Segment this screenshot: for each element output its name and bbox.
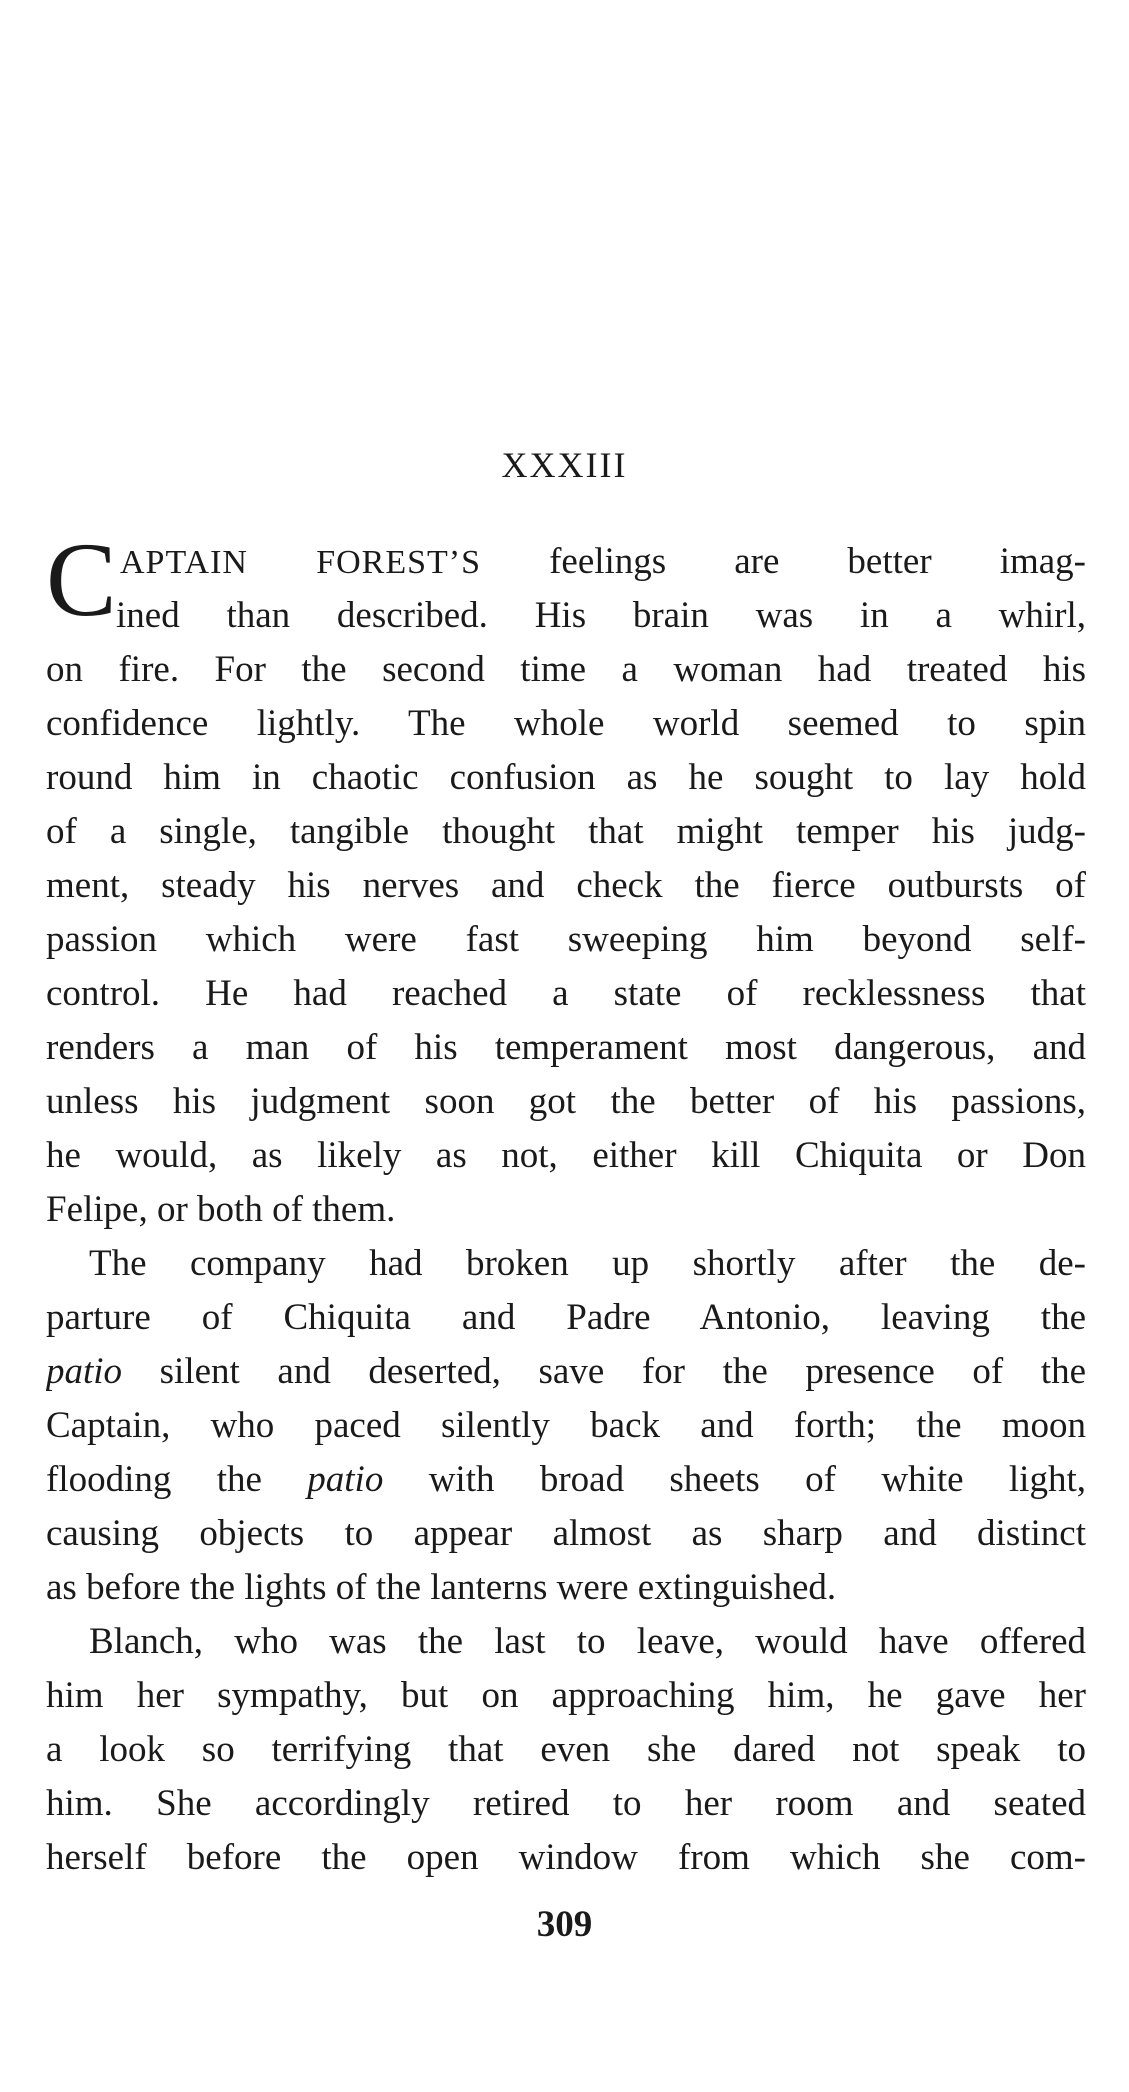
paragraph-line: renders a man of his temperament most dangerous, and	[46, 1027, 1086, 1068]
paragraph-line: control. He had reached a state of recklessness that	[46, 973, 1086, 1014]
opening-rest: feelings are better imag-	[481, 541, 1086, 582]
paragraph-line: a look so terrifying that even she dared not speak to	[46, 1729, 1086, 1770]
italic-word: patio	[307, 1459, 384, 1500]
paragraph-line: confidence lightly. The whole world seemed to spin	[46, 703, 1086, 744]
paragraph-line: causing objects to appear almost as sharp and distinct	[46, 1513, 1086, 1554]
paragraph-line: on fire. For the second time a woman had treated his	[46, 649, 1086, 690]
line-text: with broad sheets of white light,	[383, 1459, 1086, 1500]
paragraph-line: ment, steady his nerves and check the fierce outbursts of	[46, 865, 1086, 906]
paragraph-line: Felipe, or both of them.	[46, 1189, 396, 1230]
paragraph-line: he would, as likely as not, either kill Chiquita or Don	[46, 1135, 1086, 1176]
page-number: 309	[536, 1904, 593, 1945]
paragraph-line	[46, 535, 1086, 589]
line-text: silent and deserted, save for the presence of the	[122, 1351, 1086, 1392]
line-text: flooding the	[46, 1459, 308, 1500]
paragraph-line: round him in chaotic confusion as he sought to lay hold	[46, 757, 1086, 798]
paragraph-line: Blanch, who was the last to leave, would have offered	[89, 1621, 1086, 1662]
paragraph-line: as before the lights of the lanterns were extinguished.	[46, 1567, 837, 1608]
paragraph-line: him. She accordingly retired to her room and seated	[46, 1783, 1086, 1824]
paragraph-line: unless his judgment soon got the better of his passions,	[46, 1081, 1086, 1122]
paragraph-line	[46, 1453, 1086, 1507]
paragraph-line: passion which were fast sweeping him beyond self-	[46, 919, 1086, 960]
paragraph-line: Captain, who paced silently back and forth; the moon	[46, 1405, 1086, 1446]
paragraph-line: herself before the open window from which she com-	[46, 1837, 1086, 1878]
paragraph-line: of a single, tangible thought that might temper his judg-	[46, 811, 1086, 852]
paragraph-line: ined than described. His brain was in a whirl,	[116, 595, 1086, 636]
chapter-heading: XXXIII	[501, 445, 628, 485]
paragraph-line: him her sympathy, but on approaching him, he gave her	[46, 1675, 1086, 1716]
paragraph-line	[46, 1345, 1086, 1399]
opening-caps: APTAIN FOREST’S	[120, 544, 482, 581]
paragraph-line: parture of Chiquita and Padre Antonio, leaving the	[46, 1297, 1086, 1338]
drop-cap: C	[46, 521, 117, 638]
body-text	[46, 535, 1086, 1885]
italic-word: patio	[46, 1351, 123, 1392]
paragraph-line: The company had broken up shortly after the de-	[89, 1243, 1086, 1284]
